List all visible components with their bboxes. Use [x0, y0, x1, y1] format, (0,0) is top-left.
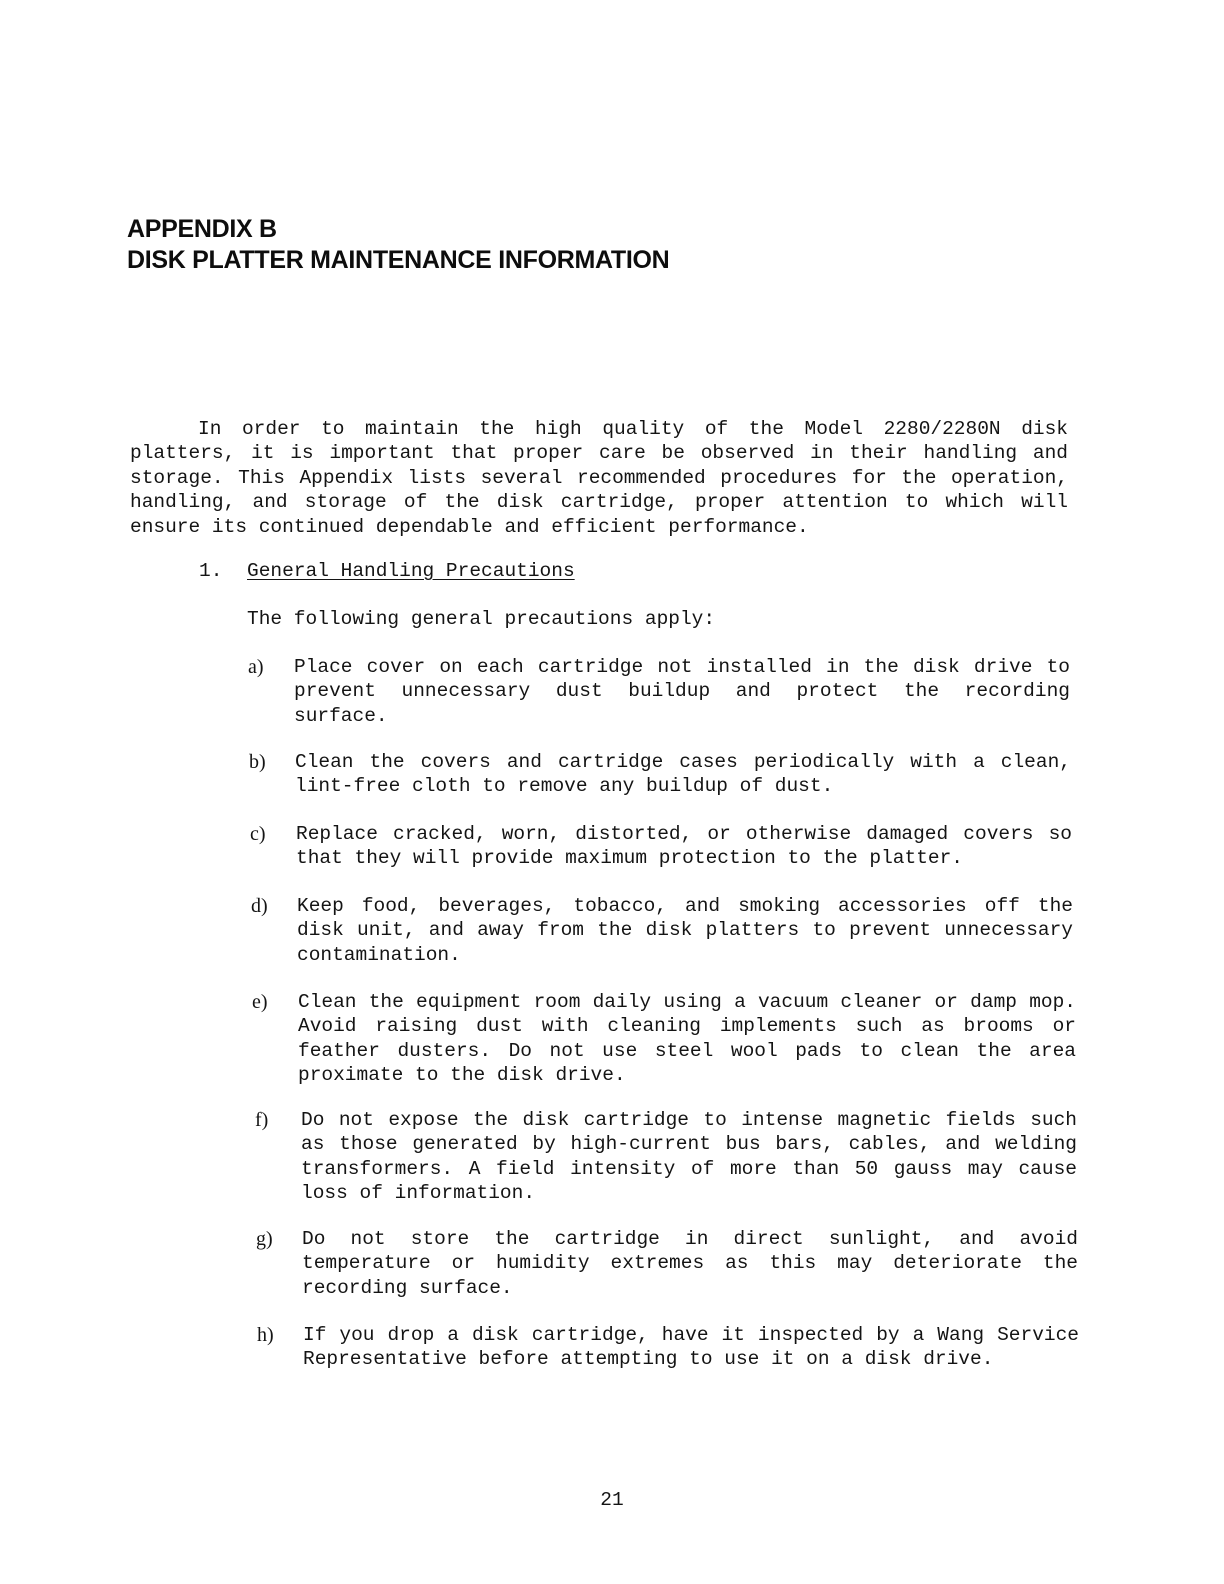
section-heading	[199, 559, 575, 583]
list-item-letter: b)	[249, 751, 266, 773]
list-item	[250, 822, 1072, 871]
list-item-letter: c)	[250, 823, 266, 845]
list-item-text: Clean the equipment room daily using a vacuum cleaner or damp mop. Avoid raising dust with cleaning implements such as brooms or feather dusters. Do not use steel wool pads to clean the area proximate to the disk drive.	[298, 991, 1076, 1087]
list-item	[248, 655, 1070, 728]
section-title: General Handling Precautions	[247, 560, 575, 582]
list-item-letter: d)	[251, 895, 268, 917]
list-item-letter: e)	[252, 991, 268, 1013]
list-item-text: If you drop a disk cartridge, have it inspected by a Wang Service Representative before attempting to use it on a disk drive.	[303, 1324, 1079, 1371]
list-item-text: Do not expose the disk cartridge to intense magnetic fields such as those generated by high-current bus bars, cables, and welding transformers. A field intensity of more than 50 gauss may cause loss of information.	[301, 1109, 1077, 1205]
list-item-text: Clean the covers and cartridge cases periodically with a clean, lint-free cloth to remove any buildup of dust.	[295, 751, 1071, 798]
list-item-letter: f)	[255, 1109, 269, 1131]
list-item-text: Place cover on each cartridge not installed in the disk drive to prevent unnecessary dust buildup and protect the recording surface.	[294, 656, 1070, 727]
list-item-letter: a)	[248, 656, 264, 678]
list-item-letter: g)	[256, 1228, 273, 1250]
list-item-letter: h)	[257, 1324, 274, 1346]
appendix-title: DISK PLATTER MAINTENANCE INFORMATION	[127, 246, 670, 274]
appendix-heading	[127, 214, 669, 276]
section-lead: The following general precautions apply:	[247, 608, 716, 630]
appendix-label: APPENDIX B	[127, 215, 277, 243]
page-number: 21	[600, 1489, 624, 1511]
list-item-text: Do not store the cartridge in direct sunlight, and avoid temperature or humidity extremes as this may deteriorate the recording surface.	[302, 1228, 1078, 1299]
list-item	[256, 1227, 1078, 1300]
intro-paragraph: In order to maintain the high quality of the Model 2280/2280N disk platters, it is important that proper care be observed in their handling and storage. This Appendix lists several recommended procedures for the operation, handling, and storage of the disk cartridge, proper attention to which will ensure its continued dependable and efficient performance.	[130, 418, 1068, 538]
list-item	[251, 894, 1073, 967]
list-item	[249, 750, 1071, 799]
list-item	[252, 990, 1076, 1088]
list-item	[257, 1323, 1079, 1372]
list-item	[255, 1108, 1077, 1206]
list-item-text: Replace cracked, worn, distorted, or otherwise damaged covers so that they will provide maximum protection to the platter.	[296, 823, 1072, 870]
section-number: 1.	[199, 560, 223, 582]
list-item-text: Keep food, beverages, tobacco, and smoking accessories off the disk unit, and away from the disk platters to prevent unnecessary contamination.	[297, 895, 1073, 966]
